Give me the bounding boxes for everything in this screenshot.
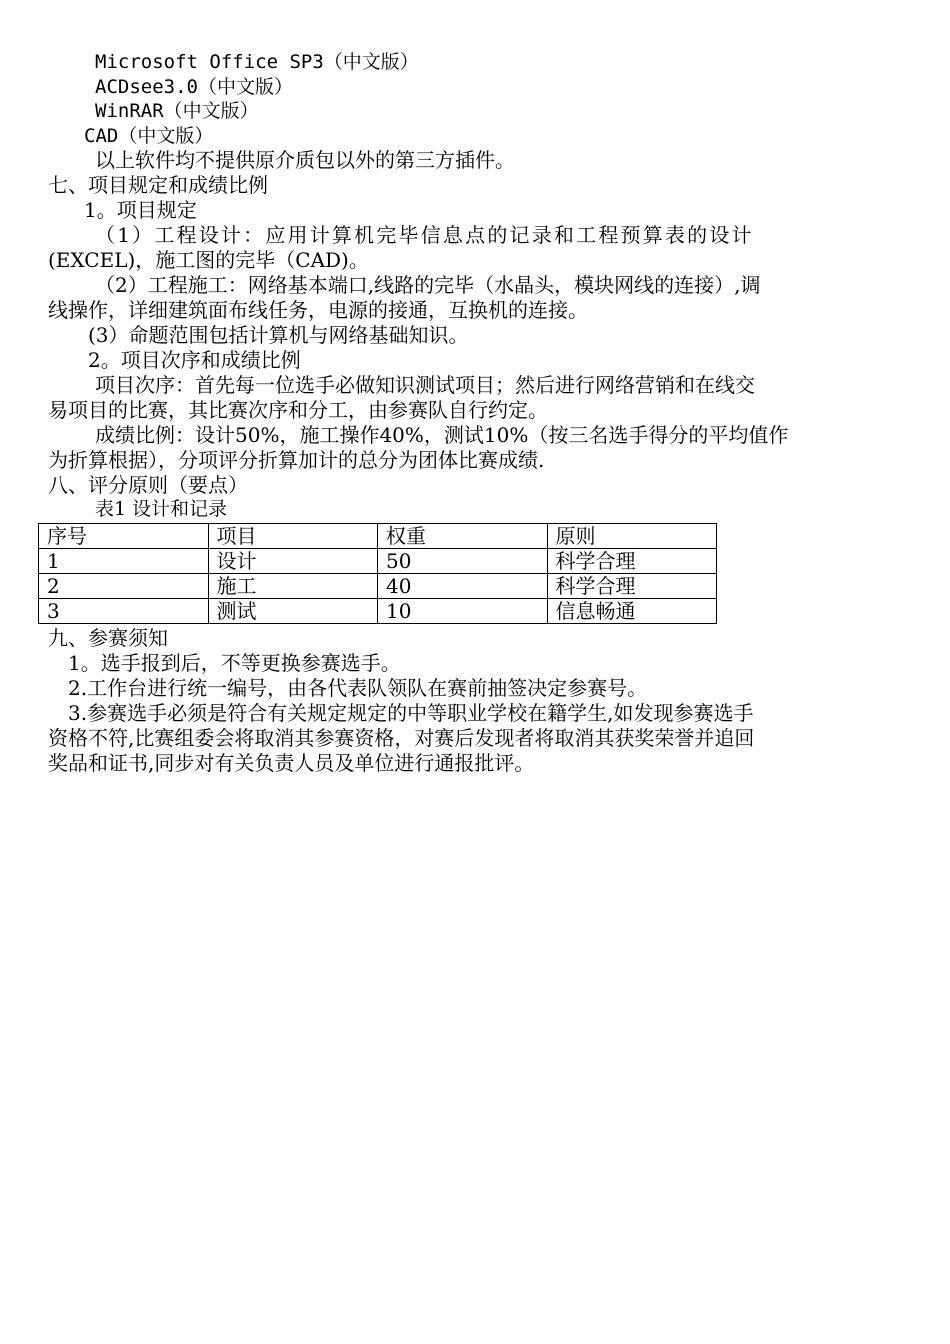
scoring-table	[38, 523, 717, 624]
table-header-cell: 权重	[378, 524, 548, 549]
section8-heading: 八、评分原则（要点）	[48, 473, 248, 497]
software-line-acdsee: ACDsee3.0（中文版）	[95, 76, 293, 98]
section9-heading: 九、参赛须知	[48, 626, 168, 650]
table-caption: 表1 设计和记录	[95, 498, 228, 520]
table-header-row	[39, 524, 717, 549]
table-cell: 科学合理	[547, 549, 717, 574]
section7-sub2: 2。项目次序和成绩比例	[88, 348, 301, 372]
table-cell: 10	[378, 599, 548, 624]
software-note: 以上软件均不提供原介质包以外的第三方插件。	[95, 148, 515, 172]
table-row	[39, 574, 717, 599]
section9-item2: 2.工作台进行统一编号，由各代表队领队在赛前抽签决定参赛号。	[68, 676, 648, 700]
section7-item2-line2: 线操作，详细建筑面布线任务，电源的接通，互换机的连接。	[48, 298, 588, 322]
table-header-cell: 原则	[547, 524, 717, 549]
software-line-cad: CAD（中文版）	[84, 125, 214, 147]
table-cell: 测试	[208, 599, 378, 624]
section9-item3-line2: 资格不符,比赛组委会将取消其参赛资格，对赛后发现者将取消其获奖荣誉并追回	[48, 726, 755, 750]
section7-heading: 七、项目规定和成绩比例	[48, 173, 268, 197]
software-line-winrar: WinRAR（中文版）	[95, 100, 259, 122]
section7-item1-line2: (EXCEL)，施工图的完毕（CAD)。	[48, 248, 369, 272]
section9-item1: 1。选手报到后，不等更换参赛选手。	[68, 651, 401, 675]
section7-ratio-line2: 为折算根据），分项评分折算加计的总分为团体比赛成绩.	[48, 448, 545, 472]
table-row	[39, 599, 717, 624]
table-header-cell: 项目	[208, 524, 378, 549]
section7-ratio-line1: 成绩比例：设计50%，施工操作40%，测试10%（按三名选手得分的平均值作	[95, 423, 789, 447]
section7-item3: (3）命题范围包括计算机与网络基础知识。	[88, 323, 469, 347]
table-cell: 40	[378, 574, 548, 599]
table-cell: 信息畅通	[547, 599, 717, 624]
table-row	[39, 549, 717, 574]
section9-item3-line1: 3.参赛选手必须是符合有关规定规定的中等职业学校在籍学生,如发现参赛选手	[68, 701, 754, 725]
section7-item1-line1: （1）工程设计：应用计算机完毕信息点的记录和工程预算表的设计	[95, 223, 754, 247]
table-cell: 50	[378, 549, 548, 574]
section7-order-line2: 易项目的比赛，其比赛次序和分工，由参赛队自行约定。	[48, 398, 548, 422]
table-cell: 1	[39, 549, 209, 574]
section7-item2-line1: （2）工程施工：网络基本端口,线路的完毕（水晶头，模块网线的连接）,调	[95, 273, 761, 297]
table-cell: 设计	[208, 549, 378, 574]
table-header-cell: 序号	[39, 524, 209, 549]
table-cell: 2	[39, 574, 209, 599]
section9-item3-line3: 奖品和证书,同步对有关负责人员及单位进行通报批评。	[48, 751, 535, 775]
table-cell: 施工	[208, 574, 378, 599]
software-line-office: Microsoft Office SP3（中文版）	[95, 51, 419, 73]
section7-order-line1: 项目次序：首先每一位选手必做知识测试项目；然后进行网络营销和在线交	[95, 373, 755, 397]
section7-sub1: 1。项目规定	[84, 198, 197, 222]
table-cell: 3	[39, 599, 209, 624]
table-cell: 科学合理	[547, 574, 717, 599]
